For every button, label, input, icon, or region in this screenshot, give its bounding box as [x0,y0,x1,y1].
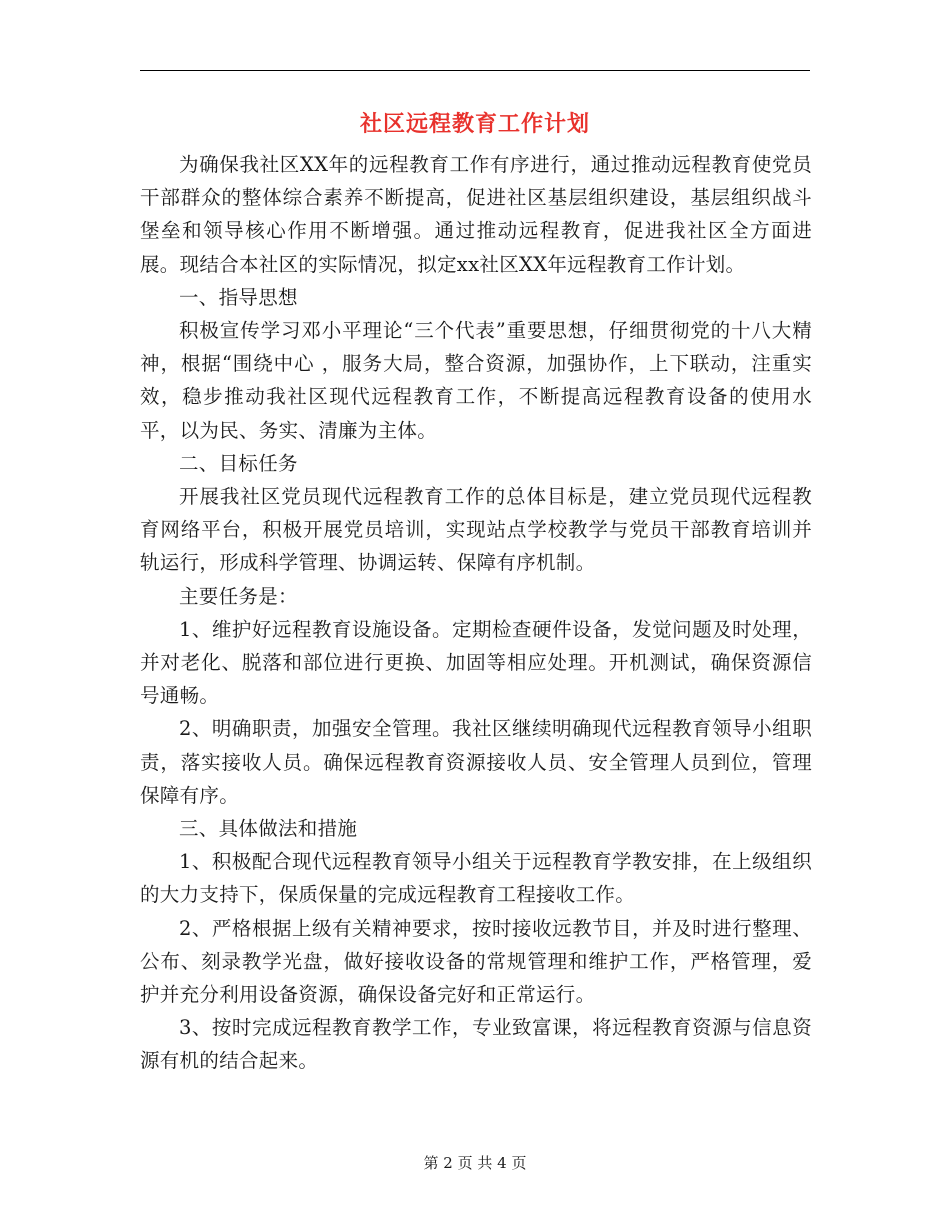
goals-paragraph: 开展我社区党员现代远程教育工作的总体目标是，建立党员现代远程教育网络平台，积极开展党员培训，实现站点学校教学与党员干部教育培训并轨运行，形成科学管理、协调运转、保障有序机制。 [140,485,812,575]
section-heading-goals: 二、目标任务 [179,451,298,475]
task-item-1: 1、维护好远程教育设施设备。定期检查硬件设备，发觉问题及时处理，并对老化、脱落和部位进行更换、加固等相应处理。开机测试，确保资源信号通畅。 [140,617,812,708]
measure-item-2: 2、严格根据上级有关精神要求，按时接收远教节目，并及时进行整理、公布、刻录教学光盘，做好接收设备的常规管理和维护工作，严格管理，爱护并充分利用设备资源，确保设备完好和正常运行。 [140,916,812,1007]
measure-item-3: 3、按时完成远程教育教学工作，专业致富课，将远程教育资源与信息资源有机的结合起来。 [140,1016,812,1073]
main-tasks-label: 主要任务是： [179,584,298,608]
intro-paragraph: 为确保我社区XX年的远程教育工作有序进行，通过推动远程教育使党员干部群众的整体综合素养不断提高，促进社区基层组织建设，基层组织战斗堡垒和领导核心作用不断增强。通过推动远程教育，促进我社区全方面进展。现结合本社区的实际情况，拟定xx社区XX年远程教育工作计划。 [140,153,812,276]
guiding-ideology-paragraph: 积极宣传学习邓小平理论“三个代表”重要思想，仔细贯彻党的十八大精神，根据“围绕中心 ，服务大局，整合资源，加强协作，上下联动，注重实效，稳步推动我社区现代远程教育工作，不断提高远程教育设备的使用水平，以为民、务实、清廉为主体。 [140,319,812,442]
document-body [140,148,812,1078]
task-item-2: 2、明确职责，加强安全管理。我社区继续明确现代远程教育领导小组职责，落实接收人员。确保远程教育资源接收人员、安全管理人员到位，管理保障有序。 [140,717,812,807]
section-heading-guiding-ideology: 一、指导思想 [179,285,298,309]
page-number: 第 2 页 共 4 页 [423,1154,527,1172]
header-rule [140,70,810,71]
section-heading-measures: 三、具体做法和措施 [179,817,358,841]
measure-item-1: 1、积极配合现代远程教育领导小组关于远程教育学教安排，在上级组织的大力支持下，保质保量的完成远程教育工程接收工作。 [140,850,812,907]
document-title: 社区远程教育工作计划 [359,111,590,137]
